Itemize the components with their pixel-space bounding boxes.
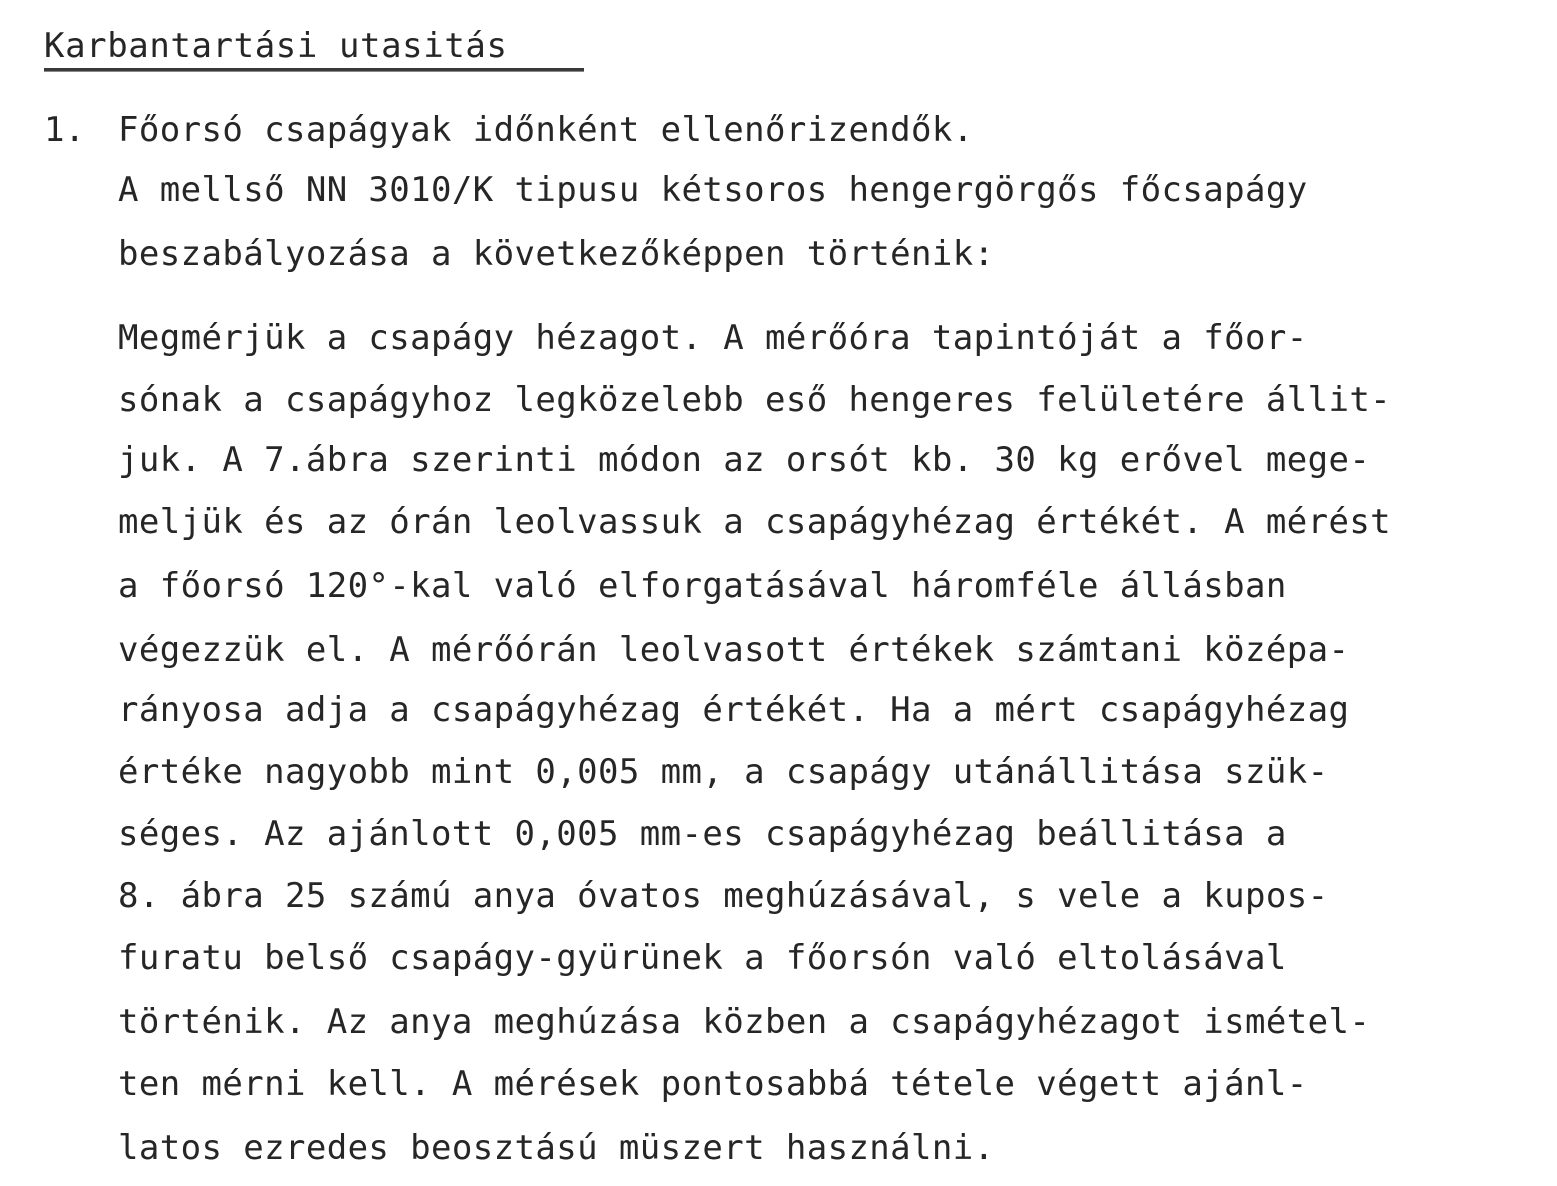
body-line-2: sónak a csapágyhoz legközelebb eső hengeres felületére állit-: [118, 380, 1392, 420]
body-line-5: a főorsó 120°-kal való elforgatásával háromféle állásban: [118, 566, 1287, 606]
body-line-11: furatu belső csapágy-gyürünek a főorsón való eltolásával: [118, 938, 1287, 978]
body-line-4: meljük és az órán leolvassuk a csapágyhézag értékét. A mérést: [118, 502, 1392, 542]
intro-line-3: beszabályozása a következőképpen történik:: [118, 234, 995, 274]
intro-line-1: Főorsó csapágyak időnként ellenőrizendők.: [118, 110, 974, 150]
document-title: Karbantartási utasitás: [44, 26, 508, 66]
body-line-10: 8. ábra 25 számú anya óvatos meghúzásával, s vele a kupos-: [118, 876, 1329, 916]
item-number: 1.: [44, 110, 85, 150]
body-line-6: végezzük el. A mérőórán leolvasott értékek számtani középa-: [118, 630, 1350, 670]
body-line-9: séges. Az ajánlott 0,005 mm-es csapágyhézag beállitása a: [118, 814, 1287, 854]
body-line-14: latos ezredes beosztású müszert használni.: [118, 1128, 995, 1168]
body-line-12: történik. Az anya meghúzása közben a csapágyhézagot ismétel-: [118, 1002, 1371, 1042]
body-line-3: juk. A 7.ábra szerinti módon az orsót kb. 30 kg erővel mege-: [118, 440, 1371, 480]
body-line-8: értéke nagyobb mint 0,005 mm, a csapágy utánállitása szük-: [118, 752, 1329, 792]
body-line-13: ten mérni kell. A mérések pontosabbá tétele végett ajánl-: [118, 1064, 1308, 1104]
title-underline-shadow: [44, 71, 584, 72]
intro-line-2: A mellső NN 3010/K tipusu kétsoros hengergörgős főcsapágy: [118, 170, 1308, 210]
body-line-7: rányosa adja a csapágyhézag értékét. Ha a mért csapágyhézag: [118, 690, 1350, 730]
body-line-1: Megmérjük a csapágy hézagot. A mérőóra tapintóját a főor-: [118, 318, 1308, 358]
